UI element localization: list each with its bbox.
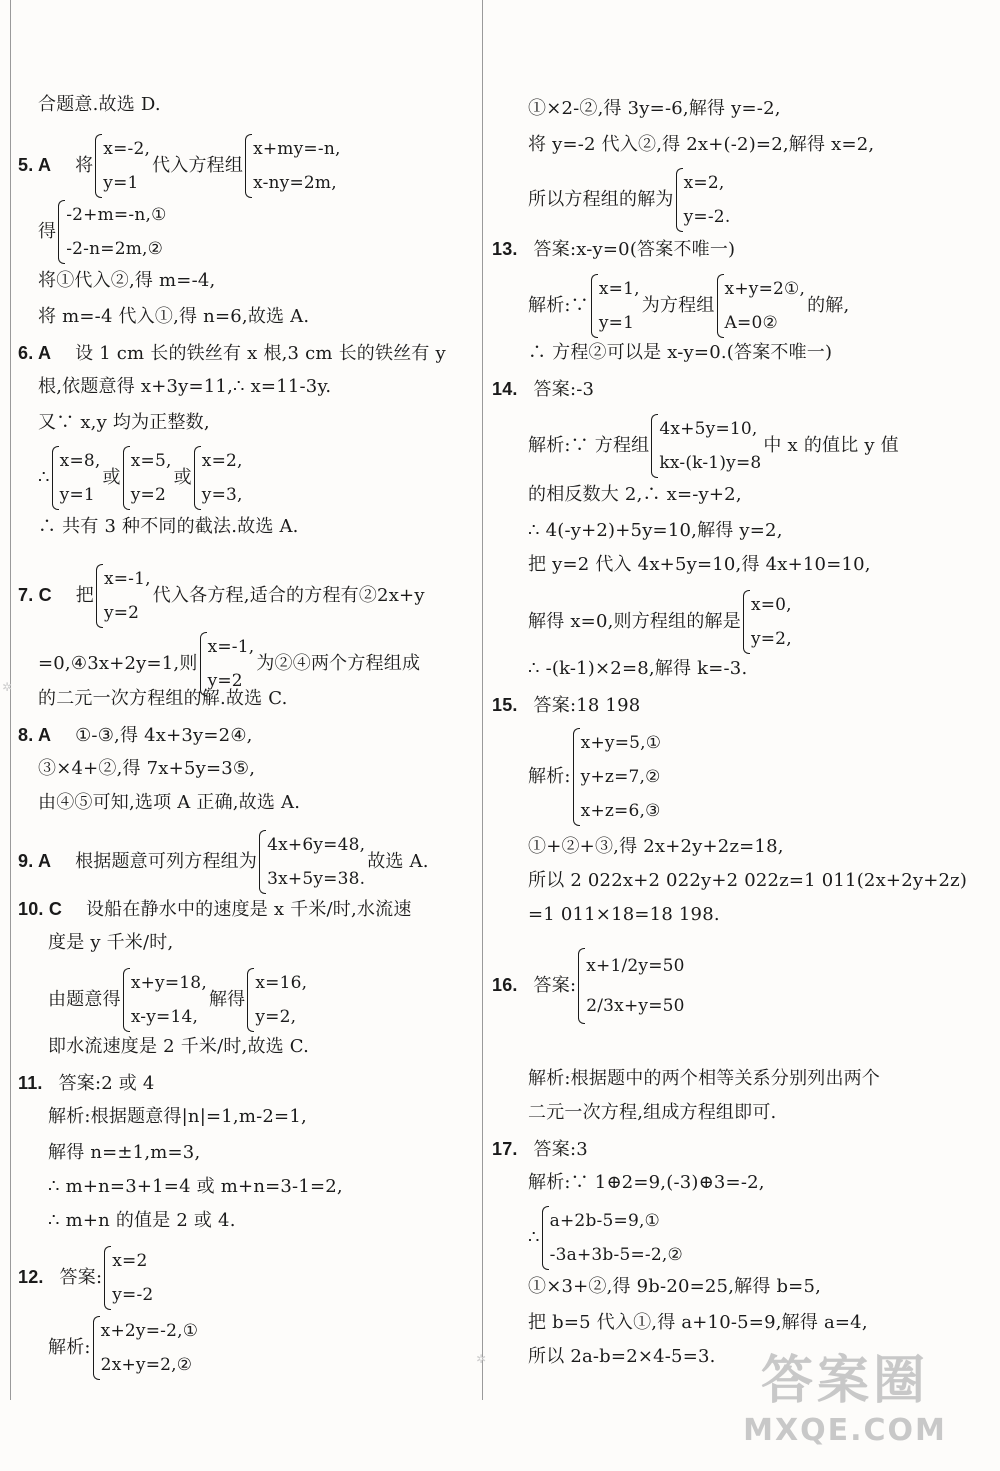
site-watermark: 答案圈 MXQE.COM (743, 1351, 947, 1448)
equation-system: a+2b-5=9,① -3a+3b-5=-2,② (542, 1204, 683, 1272)
question-number: 9. A (18, 851, 52, 871)
text-line: ①×2-②,得 3y=-6,解得 y=-2, (528, 98, 781, 119)
text-line: 解析:根据题中的两个相等关系分别列出两个 (528, 1068, 881, 1089)
question-8: 8. A ①-③,得 4x+3y=2④, (18, 725, 253, 746)
question-number: 5. A (18, 155, 52, 175)
equation-system: 4x+6y=48, 3x+5y=38. (259, 828, 365, 896)
text-line: 解析:根据题意得|n|=1,m-2=1, (48, 1106, 307, 1127)
question-14-analysis: 解析:∵ 方程组 4x+5y=10, kx-(k-1)y=8 中 x 的值比 y 值 (528, 412, 899, 480)
text-line: ∴ 方程②可以是 x-y=0.(答案不唯一) (528, 342, 833, 363)
question-14: 14. 答案:-3 (492, 379, 595, 400)
equation-system: 4x+5y=10, kx-(k-1)y=8 (651, 412, 761, 480)
equation-system: x=16, y=2, (247, 966, 307, 1034)
question-13: 13. 答案:x-y=0(答案不唯一) (492, 239, 736, 260)
binding-mark-icon: ✲ (476, 1352, 487, 1366)
equation-system: x=1, y=1 (591, 272, 640, 340)
text-line: 解得 n=±1,m=3, (48, 1142, 201, 1163)
equation-system: x=8, y=1 (52, 444, 101, 512)
binding-mark-icon: ✲ (2, 680, 13, 694)
question-number: 14. (492, 379, 518, 399)
text-line: 又∵ x,y 均为正整数, (38, 412, 210, 433)
question-12-analysis: 解析: x+2y=-2,① 2x+y=2,② (48, 1314, 200, 1382)
question-7-line: =0,④3x+2y=1,则 x=-1, y=2 为②④两个方程组成 (38, 630, 420, 698)
text-line: ①+②+③,得 2x+2y+2z=18, (528, 836, 784, 857)
text-line: 即水流速度是 2 千米/时,故选 C. (48, 1036, 310, 1057)
text-line: 将 m=-4 代入①,得 n=6,故选 A. (38, 306, 310, 327)
question-number: 6. A (18, 343, 52, 363)
question-10-systems: 由题意得 x+y=18, x-y=14, 解得 x=16, y=2, (48, 966, 309, 1034)
question-number: 8. A (18, 725, 52, 745)
text-line: ∴ m+n=3+1=4 或 m+n=3-1=2, (48, 1176, 343, 1197)
text-line: ①×3+②,得 9b-20=25,解得 b=5, (528, 1276, 822, 1297)
question-number: 16. (492, 975, 518, 995)
question-13-analysis: 解析:∵ x=1, y=1 为方程组 x+y=2①, A=0② 的解, (528, 272, 849, 340)
text-line: 将①代入②,得 m=-4, (38, 270, 216, 291)
text-line: ∴ m+n 的值是 2 或 4. (48, 1210, 236, 1231)
question-number: 17. (492, 1139, 518, 1159)
text-line: 二元一次方程,组成方程组即可. (528, 1102, 777, 1123)
question-5: 5. A 将 x=-2, y=1 代入方程组 x+my=-n, x-ny=2m, (18, 132, 343, 200)
equation-system: x+my=-n, x-ny=2m, (245, 132, 341, 200)
question-number: 7. C (18, 585, 52, 605)
equation-system: x+y=5,① y+z=7,② x+z=6,③ (573, 726, 662, 828)
equation-system: x+y=2①, A=0② (717, 272, 806, 340)
text-line: 根,依题意得 x+3y=11,∴ x=11-3y. (38, 376, 332, 397)
text-line: ∴ 4(-y+2)+5y=10,解得 y=2, (528, 520, 783, 541)
text-line: 由④⑤可知,选项 A 正确,故选 A. (38, 792, 301, 813)
text-line: 所以 2a-b=2×4-5=3. (528, 1346, 716, 1367)
solution-line: 所以方程组的解为 x=2, y=-2. (528, 166, 732, 234)
equation-system: x=-2, y=1 (95, 132, 150, 200)
equation-system: x=5, y=2 (123, 444, 172, 512)
question-number: 15. (492, 695, 518, 715)
equation-system: x+1/2y=50 2/3x+y=50 (578, 946, 684, 1026)
question-number: 11. (18, 1073, 43, 1093)
text-line: 度是 y 千米/时, (48, 932, 174, 953)
equation-system: x=0, y=2, (743, 588, 792, 656)
equation-system: x=2, y=-2. (676, 166, 731, 234)
text-line: 把 b=5 代入①,得 a+10-5=9,解得 a=4, (528, 1312, 868, 1333)
text-line: 合题意.故选 D. (38, 94, 161, 115)
question-15: 15. 答案:18 198 (492, 695, 641, 716)
text-line: 所以 2 022x+2 022y+2 022z=1 011(2x+2y+2z) (528, 870, 968, 891)
question-12: 12. 答案: x=2 y=-2 (18, 1244, 155, 1312)
equation-system: -2+m=-n,① -2-n=2m,② (58, 198, 166, 266)
text-line: ∴ 共有 3 种不同的截法.故选 A. (38, 516, 299, 537)
text-line: 的相反数大 2,∴ x=-y+2, (528, 484, 742, 505)
question-10: 10. C 设船在静水中的速度是 x 千米/时,水流速 (18, 899, 412, 920)
question-17: 17. 答案:3 (492, 1139, 588, 1160)
text-line: 的二元一次方程组的解.故选 C. (38, 688, 288, 709)
question-6-solutions: ∴ x=8, y=1 或 x=5, y=2 或 x=2, y=3, (38, 444, 245, 512)
question-17-system: ∴ a+2b-5=9,① -3a+3b-5=-2,② (528, 1204, 685, 1272)
equation-system: x=2, y=3, (194, 444, 243, 512)
solution-line: 解得 x=0,则方程组的解是 x=0, y=2, (528, 588, 794, 656)
question-9: 9. A 根据题意可列方程组为 4x+6y=48, 3x+5y=38. 故选 A. (18, 828, 429, 896)
text-line: ③×4+②,得 7x+5y=3⑤, (38, 758, 256, 779)
equation-system: x+y=18, x-y=14, (123, 966, 207, 1034)
text-line: =1 011×18=18 198. (528, 904, 720, 925)
question-number: 13. (492, 239, 518, 259)
question-11: 11. 答案:2 或 4 (18, 1073, 155, 1094)
equation-system: x=-1, y=2 (200, 630, 255, 698)
question-16: 16. 答案: x+1/2y=50 2/3x+y=50 (492, 946, 687, 1026)
text-line: 解析:∵ 1⊕2=9,(-3)⊕3=-2, (528, 1172, 765, 1193)
equation-system: x=2 y=-2 (104, 1244, 153, 1312)
question-number: 10. C (18, 899, 63, 919)
question-7: 7. C 把 x=-1, y=2 代入各方程,适合的方程有②2x+y (18, 562, 425, 630)
text-line: 把 y=2 代入 4x+5y=10,得 4x+10=10, (528, 554, 871, 575)
question-5-step: 得 -2+m=-n,① -2-n=2m,② (38, 198, 169, 266)
question-number: 12. (18, 1267, 44, 1287)
text-line: 将 y=-2 代入②,得 2x+(-2)=2,解得 x=2, (528, 134, 875, 155)
text-line: ∴ -(k-1)×2=8,解得 k=-3. (528, 658, 748, 679)
question-6: 6. A 设 1 cm 长的铁丝有 x 根,3 cm 长的铁丝有 y (18, 343, 446, 364)
equation-system: x+2y=-2,① 2x+y=2,② (93, 1314, 199, 1382)
question-15-analysis: 解析: x+y=5,① y+z=7,② x+z=6,③ (528, 726, 663, 828)
equation-system: x=-1, y=2 (96, 562, 151, 630)
